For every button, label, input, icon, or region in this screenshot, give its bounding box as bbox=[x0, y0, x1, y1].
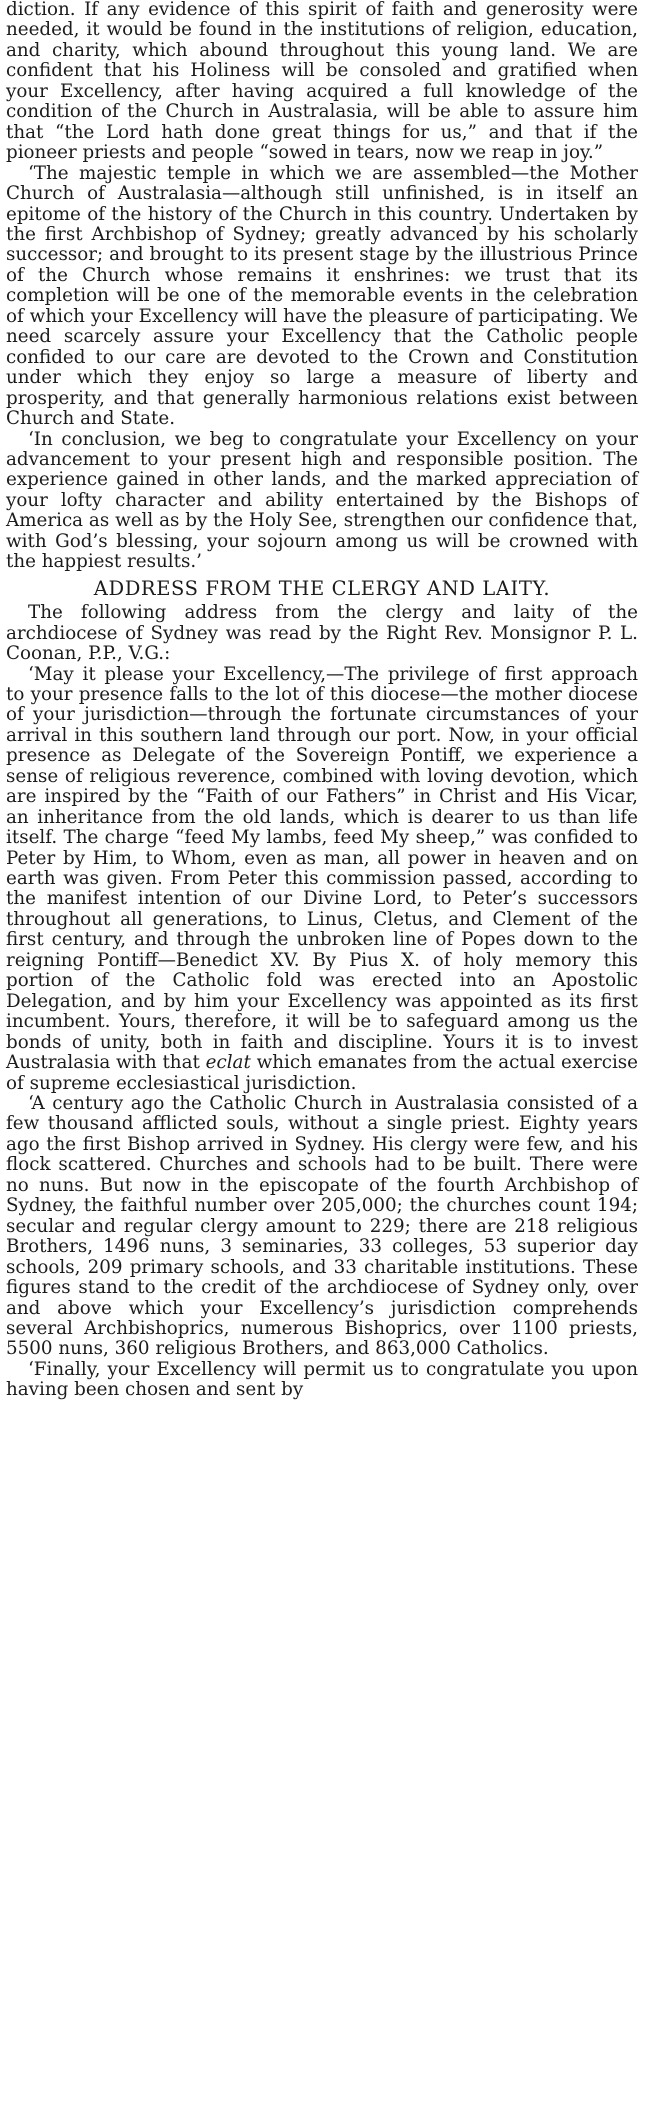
paragraph-century-ago: ‘A century ago the Catholic Church in Australasia consisted of a few thousand afflicted souls, without a single priest. Eighty years ago the first Bishop arrived in Sydney. His clergy were few, and his flock scattered. Churches and schools had to be built. There were no nuns. But now in the episcopate of the fourth Archbishop of Sydney, the faithful number over 205,000; the churches count 194; secular and regular clergy amount to 229; there are 218 religious Brothers, 1496 nuns, 3 seminaries, 33 colleges, 53 superior day schools, 209 primary schools, and 33 charitable institutions. These figures stand to the credit of the archdiocese of Sydney only, over and above which your Excellency’s jurisdiction comprehends several Archbishoprics, numerous Bishoprics, over 1100 priests, 5500 nuns, 360 religious Brothers, and 863,000 Catholics. bbox=[6, 1093, 638, 1360]
paragraph-finally: ‘Finally, your Excellency will permit us to congratulate you upon having been chosen and sent by bbox=[6, 1358, 638, 1401]
article-body bbox=[6, 0, 638, 1401]
paragraph-may-it-please bbox=[6, 665, 638, 1095]
may-it-please-ending: which emanates from the actual exercise of supreme ecclesiastical jurisdiction. bbox=[6, 1052, 639, 1094]
paragraph-intro: The following address from the clergy and laity of the archdiocese of Sydney was read by the Right Rev. Monsignor P. L. Coonan, P.P., V.G.: bbox=[6, 602, 638, 665]
paragraph-majestic-temple: ‘The majestic temple in which we are assembled—the Mother Church of Australasia—although still unfinished, is in itself an epitome of the history of the Church in this country. Undertaken by the first Archbishop of Sydney; greatly advanced by his scholarly successor; and brought to its present stage by the illustrious Prince of the Church whose remains it enshrines: we trust that its completion will be one of the memorable events in the celebration of which your Excellency will have the pleasure of participating. We need scarcely assure your Excellency that the Catholic people confided to our care are devoted to the Crown and Constitution under which they enjoy so large a measure of liberty and prosperity, and that generally harmonious relations exist between Church and State. bbox=[6, 162, 638, 430]
paragraph-conclusion: ‘In conclusion, we beg to congratulate your Excellency on your advancement to your present high and responsible position. The experience gained in other lands, and the marked appreciation of your lofty character and ability entertained by the Bishops of America as well as by the Holy See, strengthen our confidence that, with God’s blessing, your sojourn among us will be crowned with the happiest results.’ bbox=[6, 428, 638, 573]
section-heading: ADDRESS FROM THE CLERGY AND LAITY. bbox=[93, 576, 551, 600]
italic-word-eclat: eclat bbox=[205, 1052, 251, 1074]
paragraph-faith-generosity: diction. If any evidence of this spirit of faith and generosity were needed, it would be found in the institutions of religion, education, and charity, which abound throughout this young land. We are confident that his Holiness will be consoled and gratified when your Excellency, after having acquired a full knowledge of the condition of the Church in Australasia, will be able to assure him that “the Lord hath done great things for us,” and that if the pioneer priests and people “sowed in tears, now we reap in joy.” bbox=[6, 0, 638, 164]
may-it-please-text: ‘May it please your Excellency,—The privilege of first approach to your presence falls to the lot of this diocese—the mother diocese of your jurisdiction—through the fortunate circumstances of your arrival in this southern land through our port. Now, in your official presence as Delegate of the Sovereign Pontiff, we experience a sense of religious reverence, combined with loving devotion, which are inspired by the “Faith of our Fathers” in Christ and His Vicar, an inheritance from the old lands, which is dearer to us than life itself. The charge “feed My lambs, feed My sheep,” was confided to Peter by Him, to Whom, even as man, all power in heaven and on earth was given. From Peter this commission passed, according to the manifest intention of our Divine Lord, to Peter’s successors throughout all generations, to Linus, Cletus, and Clement of the first century, and through the unbroken line of Popes down to the reigning Pontiff—Benedict XV. By Pius X. of holy memory this portion of the Catholic fold was erected into an Apostolic Delegation, and by him your Excellency was appointed as its first incumbent. Yours, therefore, it will be to safeguard among us the bonds of unity, both in faith and discipline. Yours it is to invest Australasia with that bbox=[6, 663, 638, 1074]
